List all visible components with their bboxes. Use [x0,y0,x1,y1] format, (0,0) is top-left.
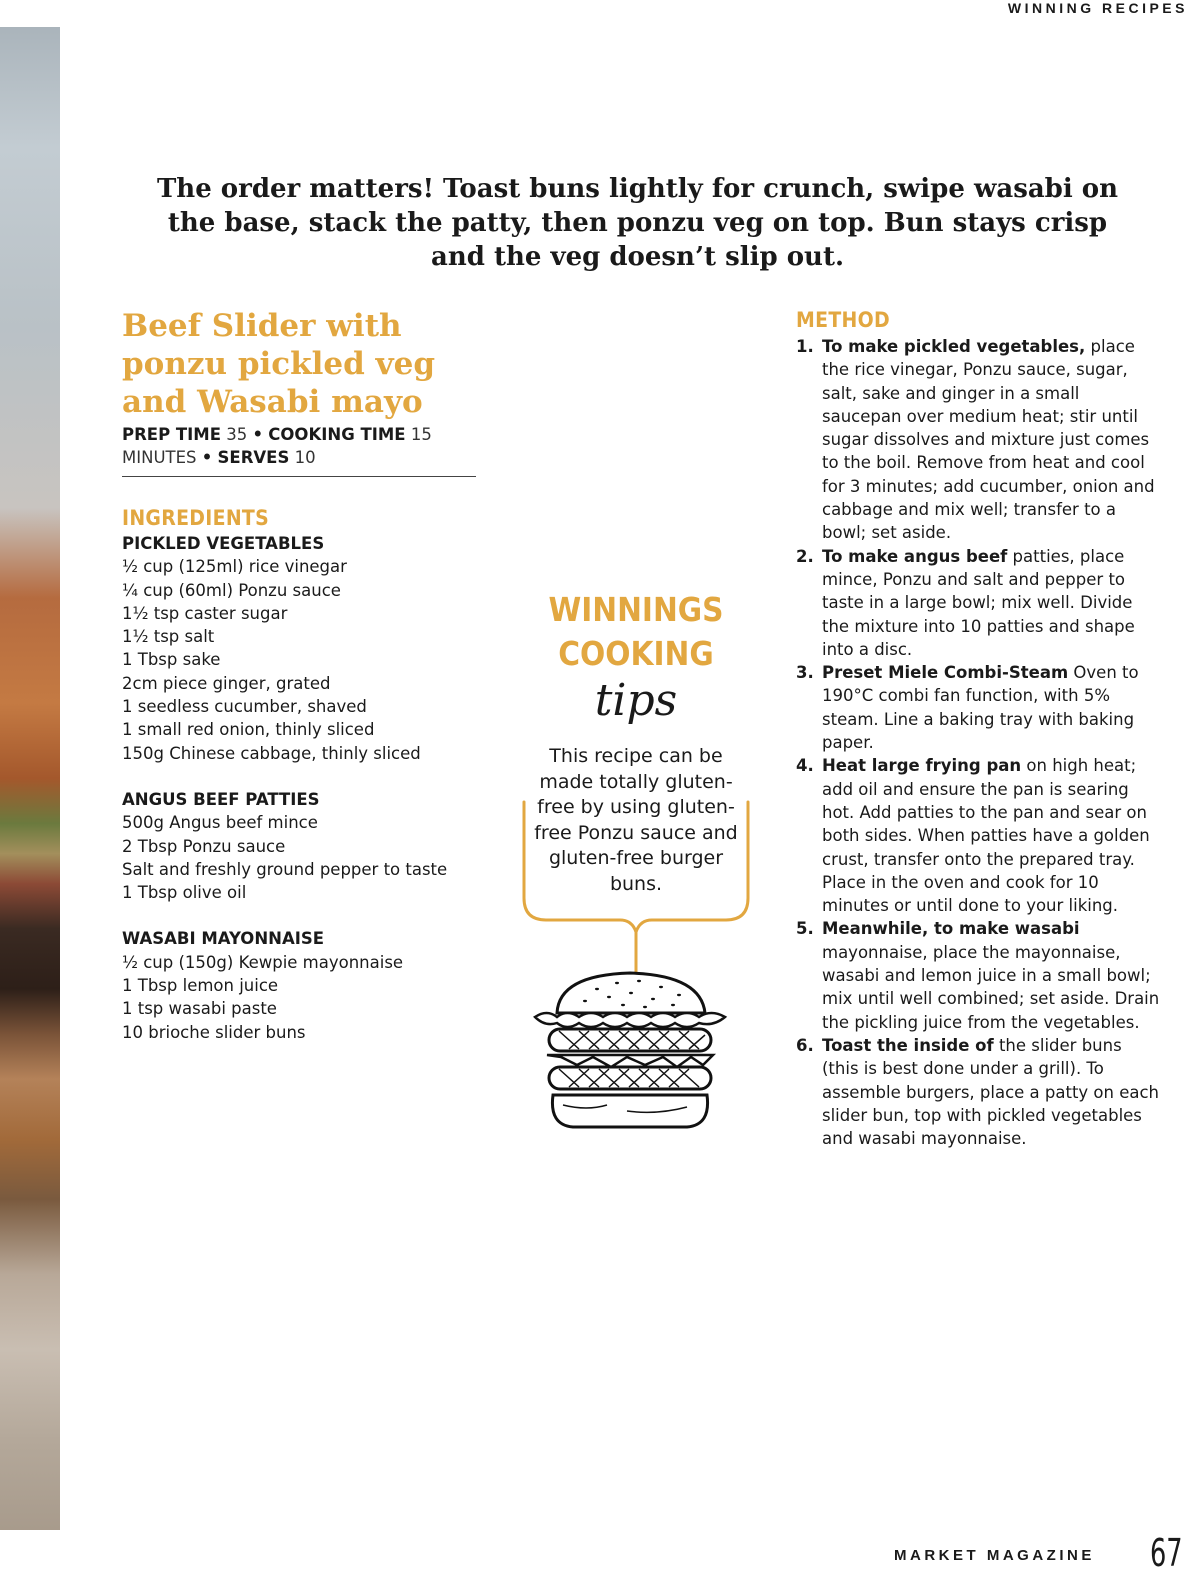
step-number: 4. [796,756,814,776]
ingredient-list [122,555,482,765]
cooking-time-value: 15 [410,425,432,444]
ingredient-item: 1 Tbsp sake [122,650,221,670]
section-label: WINNING RECIPES [1007,0,1188,16]
step-number: 5. [796,919,814,939]
recipe-title-line: and Wasabi mayo [122,384,423,420]
prep-time-value: 35 [226,425,248,444]
ingredient-item: ¼ cup (60ml) Ponzu sauce [122,580,341,600]
meta-separator: • [252,425,264,444]
method-step [796,661,1160,754]
burger-icon [527,965,733,1131]
step-number: 6. [796,1035,814,1055]
divider [122,476,476,477]
method-section [796,308,1160,1150]
ingredient-item: 150g Chinese cabbage, thinly sliced [122,743,421,763]
method-steps [796,335,1160,1150]
tips-body: This recipe can be made totally gluten-free by using gluten-free Ponzu sauce and gluten-free burger buns. [534,745,738,895]
ingredient-group-title: PICKLED VEGETABLES [122,534,325,553]
method-step [796,1034,1160,1150]
step-text: place the rice vinegar, Ponzu sauce, sugar, salt, sake and ginger in a small saucepan over medium heat; stir until sugar dissolves and mixture just comes to the boil. Remove from heat and cool for 3 minutes; add cucumber, onion and cabbage and mix well; transfer to a bowl; set aside. [822,337,1155,543]
step-lead: Meanwhile, to make wasabi [822,919,1080,939]
step-text: the slider buns (this is best done under a grill). To assemble burgers, place a patty on each slider bun, top with pickled vegetables and wasabi mayonnaise. [822,1035,1160,1149]
step-text: on high heat; add oil and ensure the pan is searing hot. Add patties to the pan and sear on both sides. When patties have a golden crust, transfer onto the prepared tray. Place in the oven and cook for 10 minutes or until done to your liking. [822,756,1150,916]
ingredient-item: ½ cup (150g) Kewpie mayonnaise [122,952,404,972]
method-step [796,917,1160,1033]
ingredient-item: 1 tsp wasabi paste [122,999,277,1019]
prep-time-label: PREP TIME [122,425,221,444]
meta-separator: • [201,448,213,467]
recipe-meta [122,423,482,469]
ingredient-item: 1½ tsp caster sugar [122,603,288,623]
ingredient-group-title: WASABI MAYONNAISE [122,929,325,949]
ingredient-item: 1 Tbsp olive oil [122,883,247,903]
ingredient-list [122,951,482,1044]
serves-value: 10 [294,448,316,467]
ingredient-item: 2 Tbsp Ponzu sauce [122,836,286,856]
ingredient-item: 1 seedless cucumber, shaved [122,697,367,717]
step-number: 1. [796,337,814,356]
ingredient-list [122,811,482,904]
ingredient-item: 10 brioche slider buns [122,1022,306,1042]
recipe-title-line: Beef Slider with [122,308,402,344]
method-step [796,754,1160,917]
ingredient-item: 2cm piece ginger, grated [122,673,331,693]
page-number: 67 [1150,1531,1183,1575]
step-lead: Toast the inside of [822,1035,994,1055]
recipe-title-line: ponzu pickled veg [122,346,436,382]
step-text: patties, place mince, Ponzu and salt and pepper to taste in a large bowl; mix well. Divide the mixture into 10 patties and shape into a disc. [822,546,1135,659]
step-lead: To make angus beef [822,546,1008,566]
step-lead: Preset Miele Combi-Steam [822,663,1069,683]
ingredients-heading: INGREDIENTS [122,506,270,530]
step-number: 3. [796,663,814,683]
ingredients-section [122,506,482,1044]
ingredient-item: 1 small red onion, thinly sliced [122,720,375,740]
step-number: 2. [796,546,814,566]
tips-title-line: WINNINGS [548,590,724,629]
ingredient-item: 1 Tbsp lemon juice [122,976,279,996]
step-text: mayonnaise, place the mayonnaise, wasabi and lemon juice in a small bowl; mix until well combined; set aside. Drain the pickling juice from the vegetables. [822,942,1160,1032]
ingredient-item: 1½ tsp salt [122,627,215,647]
burger-photo [0,27,60,1530]
ingredient-item: ½ cup (125ml) rice vinegar [122,557,347,577]
method-step [796,335,1160,545]
ingredient-item: 500g Angus beef mince [122,813,318,833]
serves-label: SERVES [217,448,290,467]
cooking-time-label: COOKING TIME [268,425,406,444]
tips-title-line: COOKING [558,634,714,673]
method-step [796,545,1160,661]
recipe-title [122,307,502,421]
ingredient-item: Salt and freshly ground pepper to taste [122,859,448,879]
ingredient-group [122,788,482,904]
magazine-name: MARKET MAGAZINE [894,1547,1095,1564]
ingredient-group-title: ANGUS BEEF PATTIES [122,789,320,809]
ingredient-group [122,927,482,1043]
step-lead: To make pickled vegetables, [822,337,1086,356]
step-text: Oven to 190°C combi fan function, with 5% steam. Line a baking tray with baking paper. [822,663,1139,753]
minutes-label: MINUTES [122,448,197,467]
step-lead: Heat large frying pan [822,756,1022,776]
method-heading: METHOD [796,308,890,332]
tips-script-word: tips [594,675,678,726]
ingredient-group [122,532,482,765]
pull-quote: The order matters! Toast buns lightly for crunch, swipe wasabi on the base, stack the patty, then ponzu veg on top. Bun stays crisp and the veg doesn’t slip out. [156,174,1119,272]
tips-bracket [520,798,752,988]
